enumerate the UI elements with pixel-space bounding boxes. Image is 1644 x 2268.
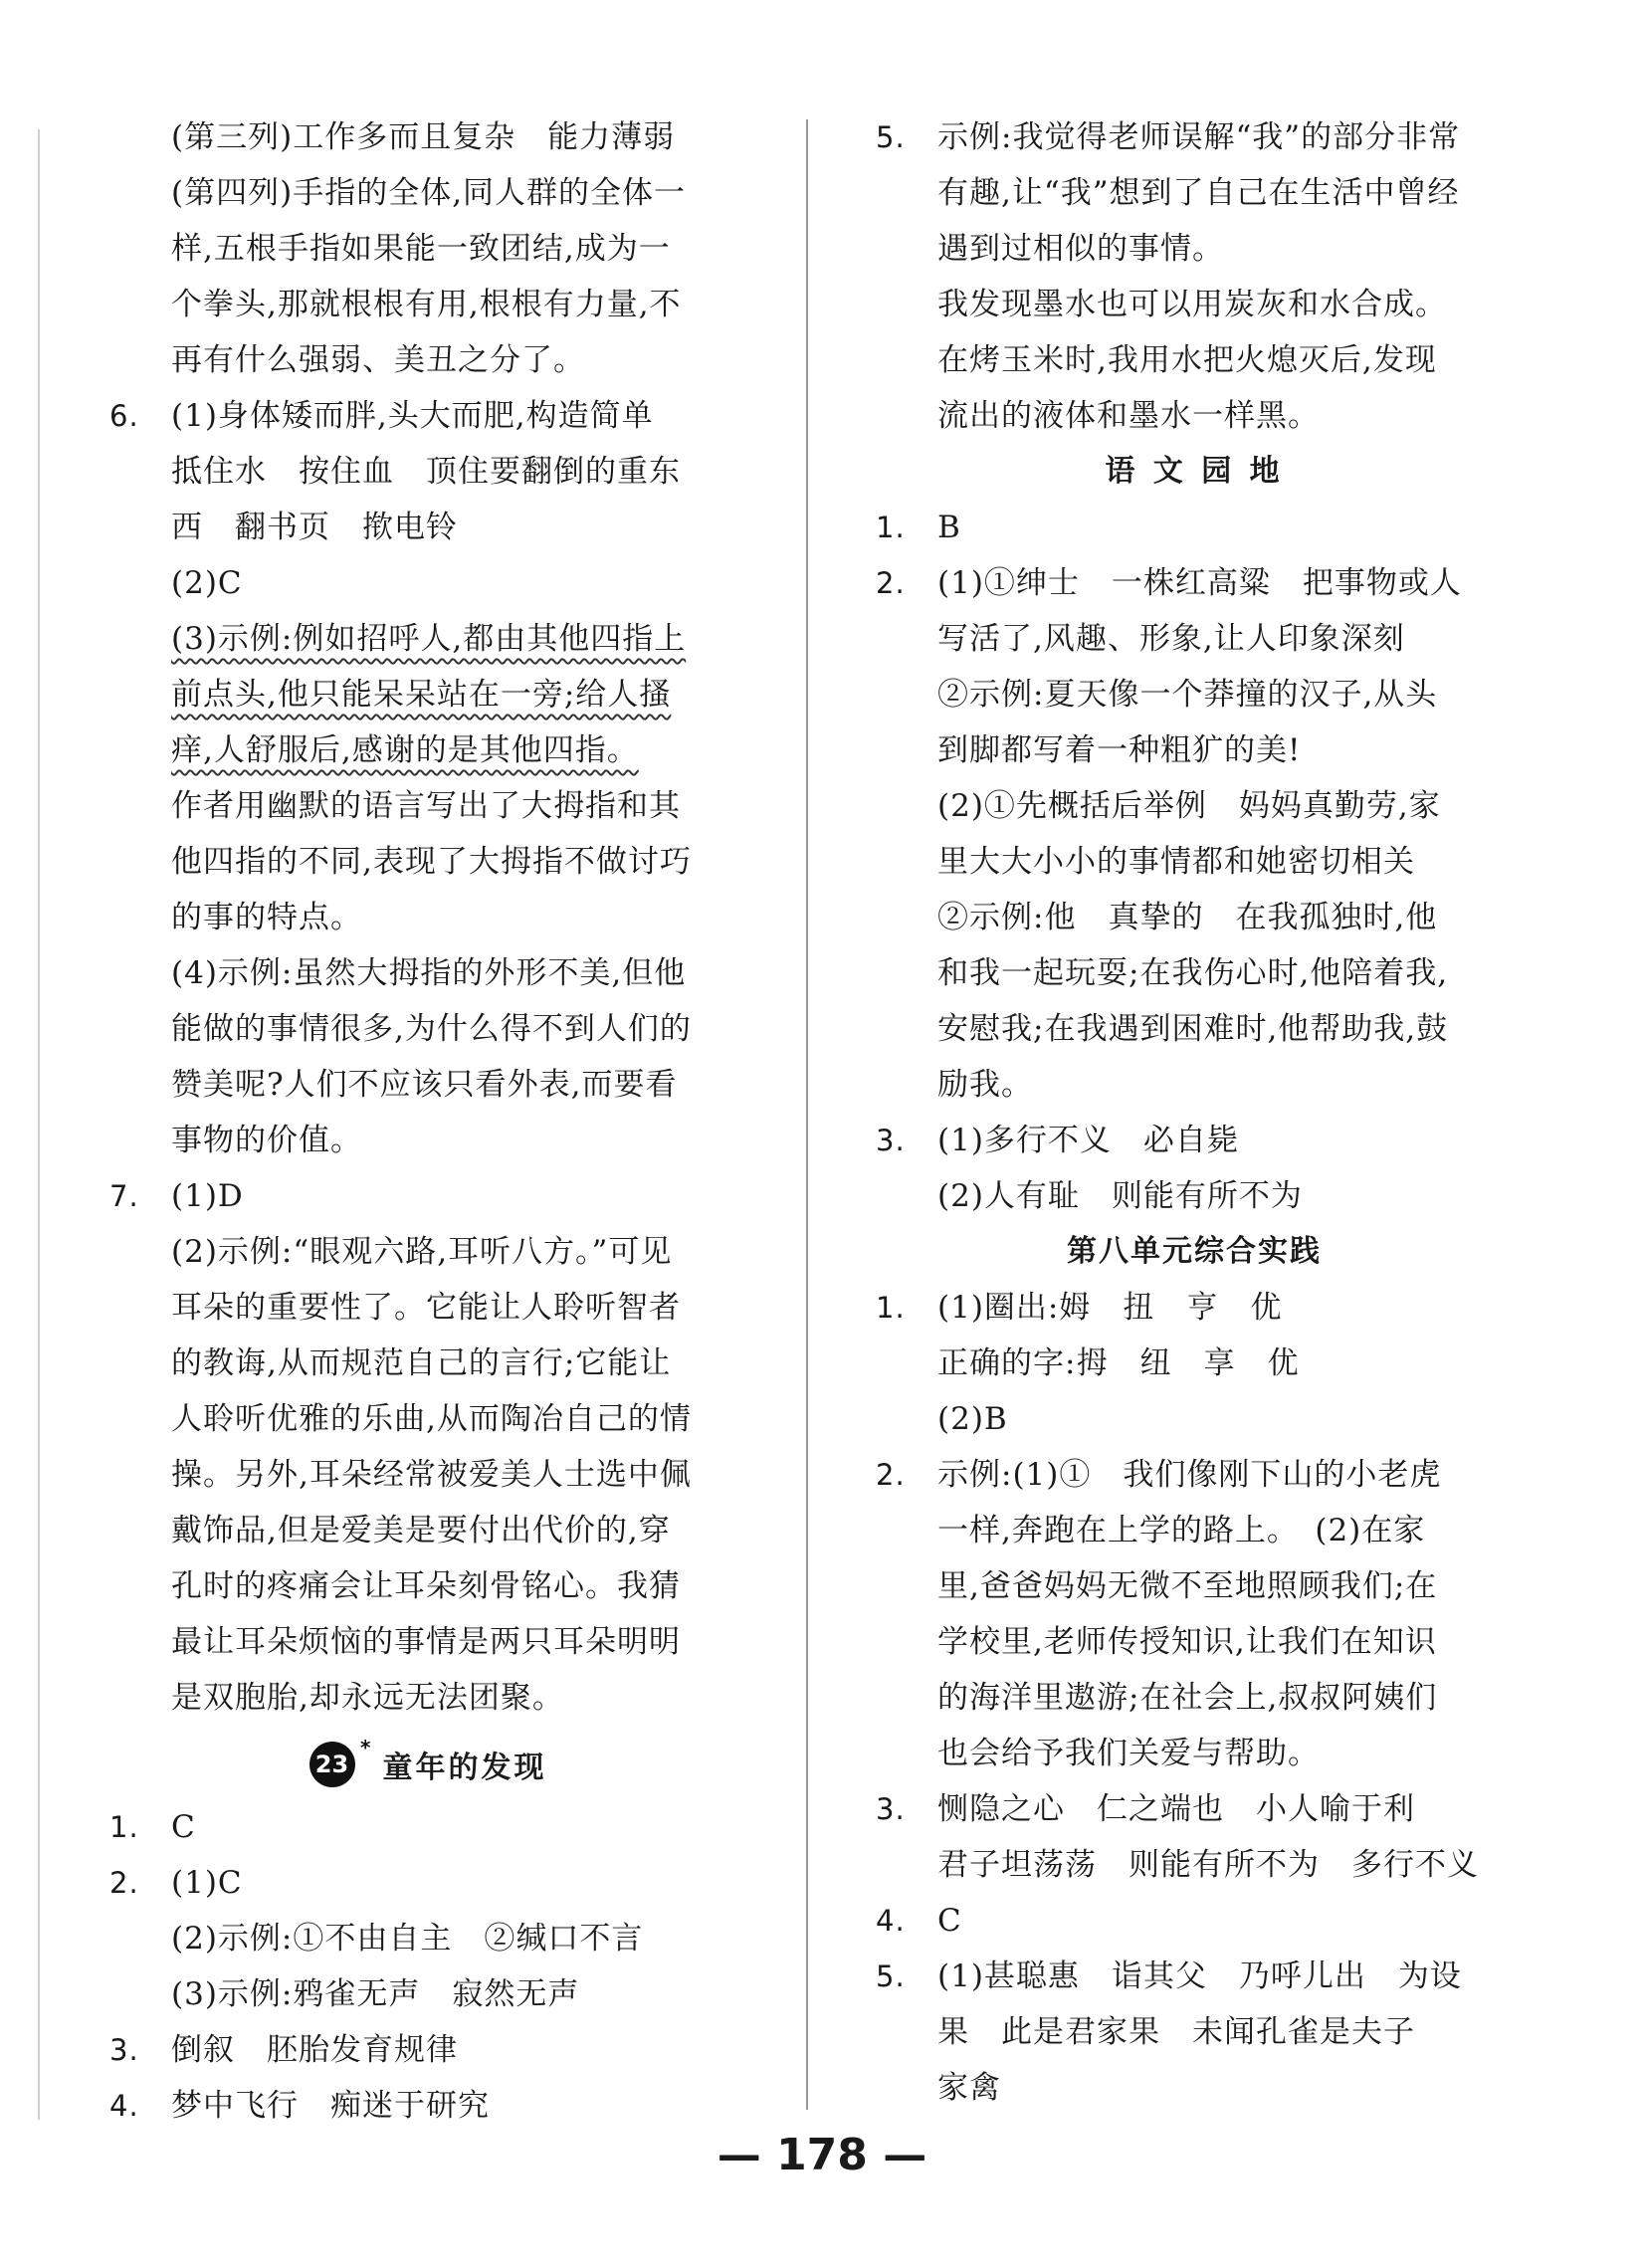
left-column (109, 109, 746, 2134)
text-line: (2)人有耻 则能有所不为 (937, 1178, 1303, 1214)
text-line: 和我一起玩耍;在我伤心时,他陪着我, (937, 955, 1449, 991)
text-line: 事物的价值。 (171, 1123, 362, 1158)
answer-text: 示例:(1)① 我们像刚下山的小老虎 (937, 1457, 1442, 1493)
text-line: 励我。 (937, 1067, 1033, 1103)
text-line: 赞美呢?人们不应该只看外表,而要看 (171, 1067, 678, 1103)
lesson-23-heading (109, 1730, 746, 1799)
text-line: 到脚都写着一种粗犷的美! (937, 732, 1302, 768)
question-number: 1. (876, 511, 906, 544)
text-line: 的教诲,从而规范自己的言行;它能让 (171, 1345, 672, 1381)
text-line: 里大大小小的事情都和她密切相关 (937, 844, 1415, 880)
answer-text: 示例:我觉得老师误解“我”的部分非常 (937, 119, 1461, 155)
text-line: 果 此是君家果 未闻孔雀是夫子 (937, 2014, 1415, 2050)
answer-text: 恻隐之心 仁之端也 小人喻于利 (937, 1791, 1415, 1827)
text-line: 安慰我;在我遇到困难时,他帮助我,鼓 (937, 1011, 1449, 1047)
question-number: 4. (109, 2089, 139, 2123)
text-line: (2)示例:①不由自主 ②缄口不言 (171, 1921, 644, 1957)
text-line: 再有什么强弱、美丑之分了。 (171, 342, 585, 378)
text-line: 流出的液体和墨水一样黑。 (937, 398, 1320, 434)
answer-text: (1)D (171, 1178, 244, 1214)
text-line (876, 1280, 1513, 1336)
question-number: 4. (876, 1904, 906, 1938)
text-line (109, 388, 746, 444)
text-line (109, 1168, 746, 1224)
star-icon: * (360, 1736, 371, 1759)
question-5 (876, 109, 1513, 444)
unit-8-answers (876, 1280, 1513, 2116)
text-line: 能做的事情很多,为什么得不到人们的 (171, 1011, 692, 1047)
page-number: — 178 — (717, 2130, 927, 2180)
text-line (109, 1799, 746, 1855)
text-line: 遇到过相似的事情。 (937, 231, 1224, 267)
text-line (109, 611, 746, 667)
right-column (876, 109, 1513, 2116)
question-6 (109, 388, 746, 1168)
question-number: 3. (876, 1124, 906, 1157)
text-line (109, 2022, 746, 2078)
text-line: (2)C (171, 565, 243, 601)
answer-text: (1)C (171, 1865, 243, 1901)
text-line (109, 2078, 746, 2134)
question-number: 2. (876, 566, 906, 600)
text-line: (3)示例:鸦雀无声 寂然无声 (171, 1976, 580, 2012)
question-number: 5. (876, 120, 906, 154)
text-line: ②示例:他 真挚的 在我孤独时,他 (937, 900, 1438, 935)
text-line: (第四列)手指的全体,同人群的全体一 (171, 175, 687, 211)
answer-text: (1)多行不义 必自毙 (937, 1123, 1239, 1158)
text-line: 耳朵的重要性了。它能让人聆听智者 (171, 1290, 681, 1326)
text-line: 我发现墨水也可以用炭灰和水合成。 (937, 287, 1447, 322)
text-line (109, 722, 746, 778)
lesson-number: 23 (314, 1751, 349, 1778)
section-heading-unit-8: 第八单元综合实践 (1067, 1234, 1322, 1269)
text-line: 孔时的疼痛会让耳朵刻骨铭心。我猜 (171, 1568, 681, 1604)
answer-text: (1)身体矮而胖,头大而肥,构造简单 (171, 398, 654, 434)
question-number: 3. (109, 2033, 139, 2067)
text-line (876, 1113, 1513, 1168)
question-number: 1. (876, 1291, 906, 1325)
question-7 (109, 1168, 746, 1726)
text-line: 抵住水 按住血 顶住要翻倒的重东 (171, 454, 681, 490)
text-line (876, 555, 1513, 611)
text-line: 家禽 (937, 2070, 1001, 2106)
question-number: 2. (109, 1866, 139, 1900)
question-number: 3. (876, 1792, 906, 1826)
wavy-underlined-text: 痒,人舒服后,感谢的是其他四指。 (171, 732, 639, 768)
column-divider (806, 119, 808, 2110)
text-line: 的事的特点。 (171, 900, 362, 935)
answer-text: C (937, 1903, 962, 1939)
text-line (876, 500, 1513, 555)
text-line (876, 109, 1513, 165)
question-number: 1. (109, 1810, 139, 1844)
text-line: 写活了,风趣、形象,让人印象深刻 (937, 621, 1405, 657)
text-line (876, 1781, 1513, 1837)
text-line: 学校里,老师传授知识,让我们在知识 (937, 1624, 1437, 1660)
q5-continuation (109, 109, 746, 388)
question-number: 6. (109, 399, 139, 433)
text-line: 样,五根手指如果能一致团结,成为一 (171, 231, 671, 267)
text-line (876, 1949, 1513, 2004)
text-line: 作者用幽默的语言写出了大拇指和其 (171, 788, 681, 824)
text-line: 个拳头,那就根根有用,根根有力量,不 (171, 287, 682, 322)
answer-text: 梦中飞行 痴迷于研究 (171, 2088, 490, 2124)
answer-text: B (937, 510, 961, 545)
text-line: 里,爸爸妈妈无微不至地照顾我们;在 (937, 1568, 1438, 1604)
text-line: (4)示例:虽然大拇指的外形不美,但他 (171, 955, 687, 991)
text-line: 的海洋里遨游;在社会上,叔叔阿姨们 (937, 1680, 1438, 1716)
text-line: 人聆听优雅的乐曲,从而陶冶自己的情 (171, 1401, 692, 1437)
section-heading-yuwen-yuandi: 语 文 园 地 (1105, 454, 1284, 489)
text-line: 操。另外,耳朵经常被爱美人士选中佩 (171, 1457, 692, 1493)
text-line (109, 667, 746, 722)
answer-text: C (171, 1809, 196, 1845)
lesson-title: 童年的发现 (382, 1751, 547, 1785)
wavy-underlined-text: (3)示例:例如招呼人,都由其他四指上 (171, 621, 687, 657)
text-line: 戴饰品,但是爱美是要付出代价的,穿 (171, 1513, 671, 1548)
question-number: 7. (109, 1179, 139, 1213)
wavy-underlined-text: 前点头,他只能呆呆站在一旁;给人搔 (171, 677, 672, 713)
lesson-23-answers (109, 1799, 746, 2134)
text-line: 西 翻书页 揿电铃 (171, 510, 458, 545)
answer-text: 倒叙 胚胎发育规律 (171, 2032, 458, 2068)
text-line: 他四指的不同,表现了大拇指不做讨巧 (171, 844, 692, 880)
answer-text: (1)甚聪惠 诣其父 乃呼儿出 为设 (937, 1959, 1462, 1994)
text-line: (第三列)工作多而且复杂 能力薄弱 (171, 119, 676, 155)
text-line: (2)①先概括后举例 妈妈真勤劳,家 (937, 788, 1441, 824)
yuwen-yuandi-answers (876, 500, 1513, 1224)
left-margin-rule (38, 129, 40, 2120)
text-line (876, 1893, 1513, 1949)
text-line: 正确的字:拇 纽 享 优 (937, 1345, 1300, 1381)
text-line: 君子坦荡荡 则能有所不为 多行不义 (937, 1847, 1479, 1883)
text-line: 在烤玉米时,我用水把火熄灭后,发现 (937, 342, 1437, 378)
text-line: 是双胞胎,却永远无法团聚。 (171, 1680, 564, 1716)
answer-text: (1)圈出:姆 扭 亨 优 (937, 1290, 1283, 1326)
question-number: 5. (876, 1959, 906, 1993)
text-line: 有趣,让“我”想到了自己在生活中曾经 (937, 175, 1460, 211)
text-line (109, 1855, 746, 1911)
question-number: 2. (876, 1458, 906, 1492)
text-line: (2)B (937, 1401, 1008, 1437)
text-line: 一样,奔跑在上学的路上。 (2)在家 (937, 1513, 1426, 1548)
text-line (876, 1447, 1513, 1503)
text-line: ②示例:夏天像一个莽撞的汉子,从头 (937, 677, 1438, 713)
lesson-number-badge (309, 1736, 371, 1787)
text-line: 也会给予我们关爱与帮助。 (937, 1736, 1320, 1771)
answer-text: (1)①绅士 一株红高粱 把事物或人 (937, 565, 1462, 601)
text-line: (2)示例:“眼观六路,耳听八方。”可见 (171, 1234, 673, 1270)
text-line: 最让耳朵烦恼的事情是两只耳朵明明 (171, 1624, 681, 1660)
